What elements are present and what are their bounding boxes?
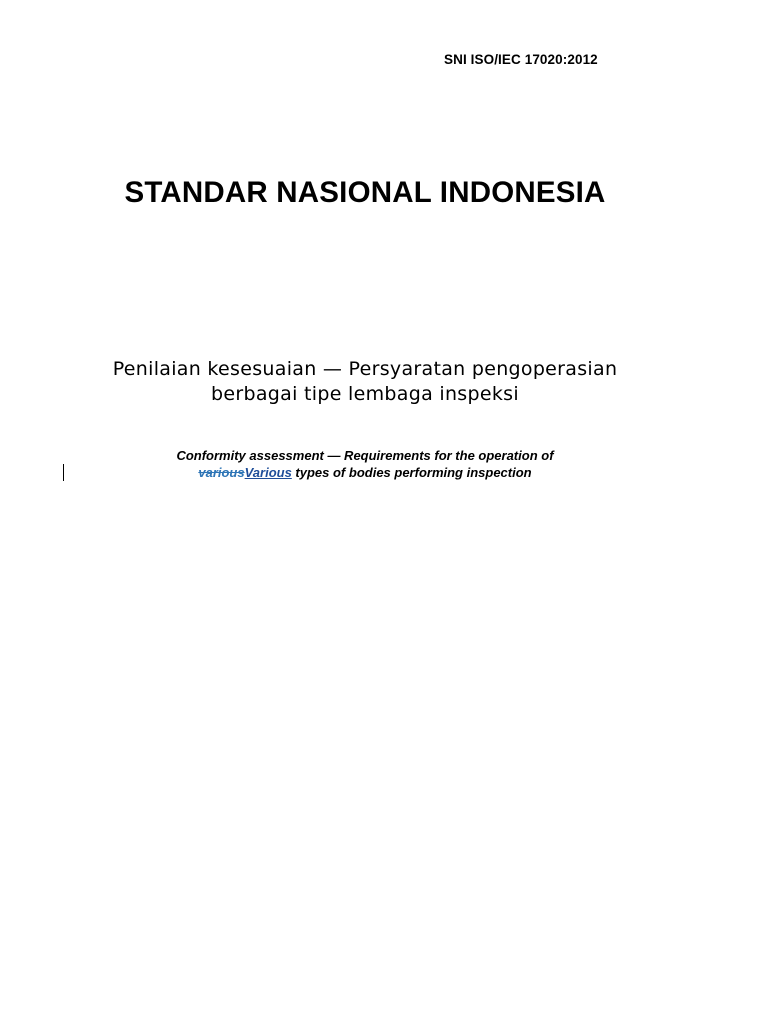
english-title-line-2: [0, 464, 730, 481]
main-title: STANDAR NASIONAL INDONESIA: [124, 176, 606, 209]
indonesian-title: [0, 357, 730, 407]
english-title: [0, 447, 730, 481]
indonesian-title-line-2: berbagai tipe lembaga inspeksi: [211, 383, 519, 405]
tracked-deletion[interactable]: various: [198, 465, 245, 480]
document-number: SNI ISO/IEC 17020:2012: [444, 52, 598, 67]
english-title-line-2-rest: types of bodies performing inspection: [291, 465, 532, 480]
english-title-line-1: Conformity assessment — Requirements for the operation of: [176, 448, 554, 463]
tracked-insertion[interactable]: Various: [244, 465, 292, 480]
indonesian-title-line-1: Penilaian kesesuaian — Persyaratan pengoperasian: [112, 358, 618, 380]
